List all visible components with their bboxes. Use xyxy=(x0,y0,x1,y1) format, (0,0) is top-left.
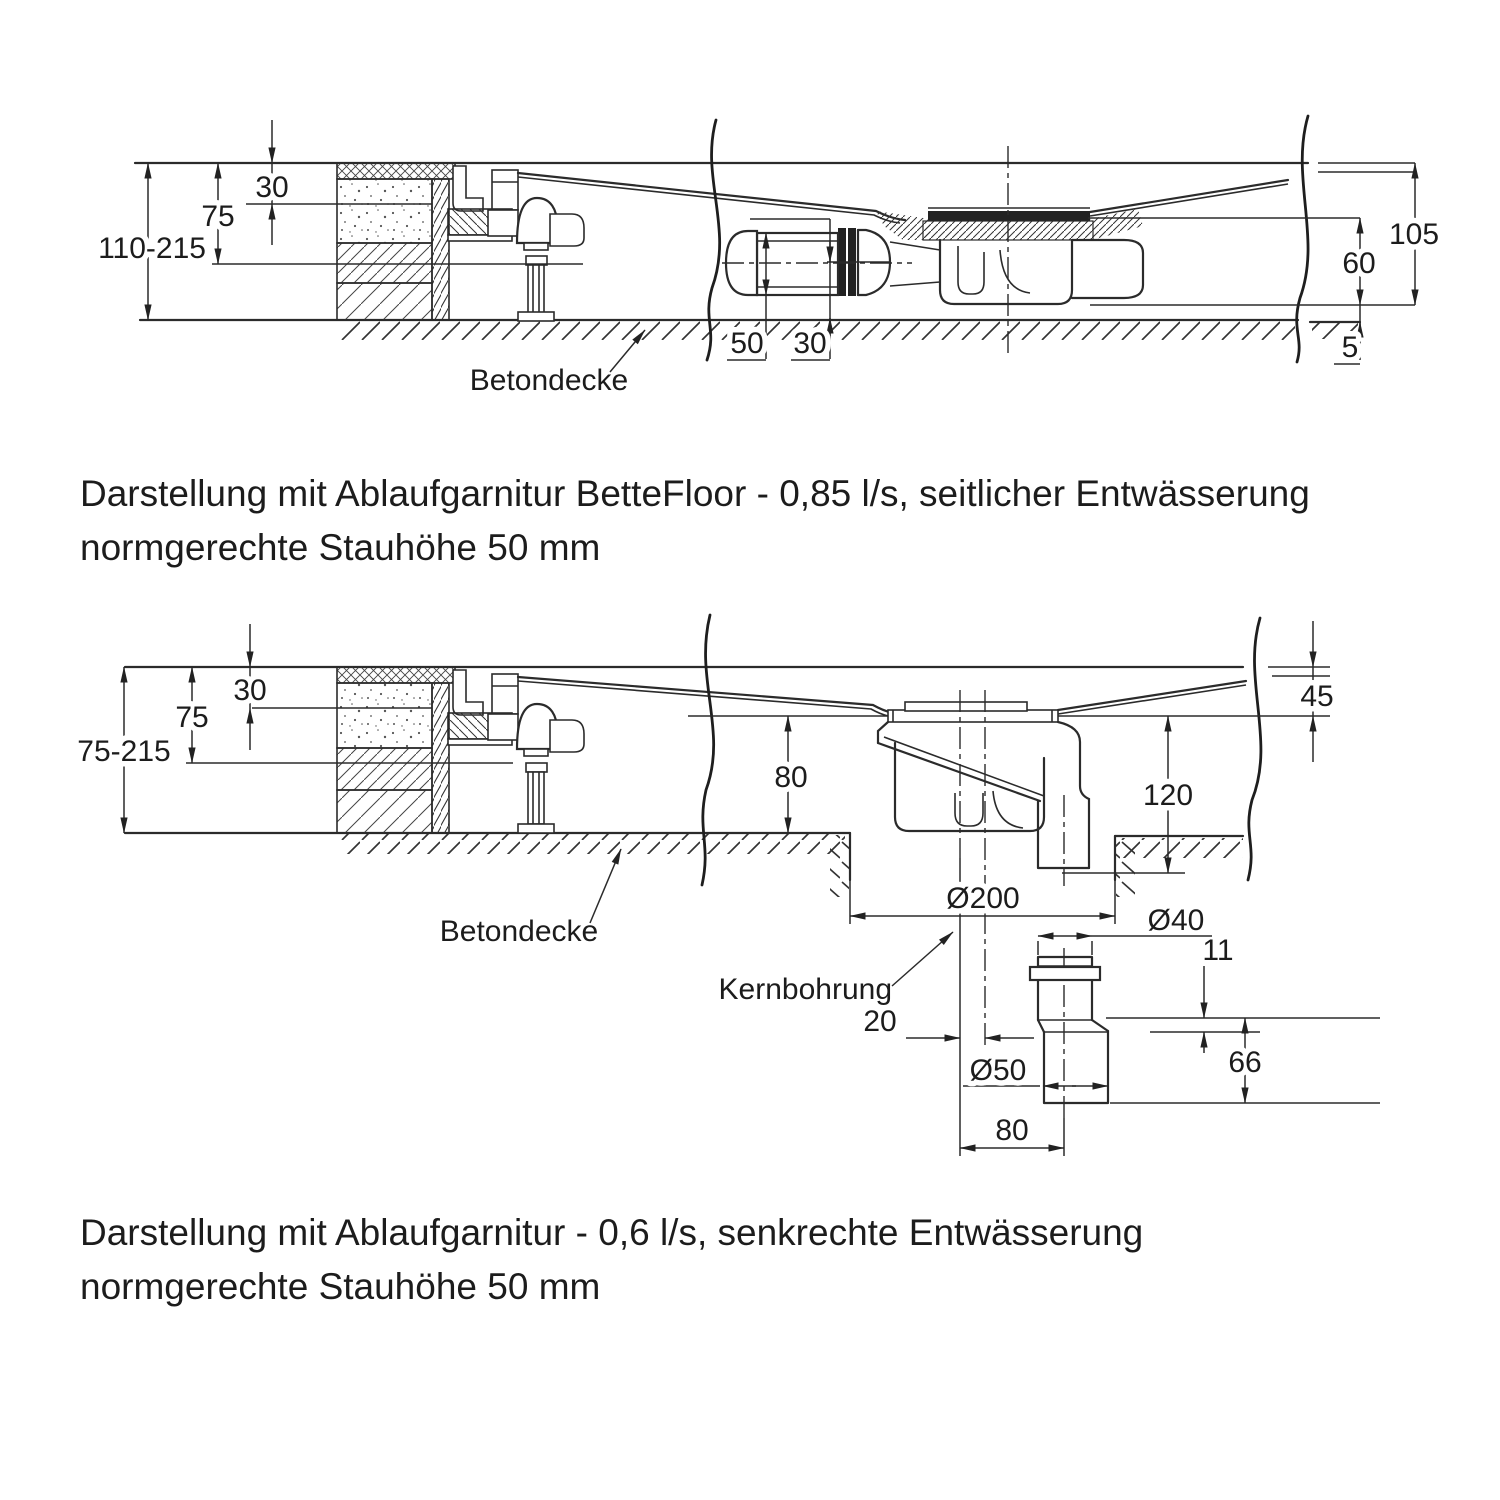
dim-edge-height: 105 xyxy=(1388,218,1440,251)
ground-hatch xyxy=(340,834,845,854)
dim-pipe-diameter: 50 xyxy=(730,327,764,360)
drain-body-right xyxy=(1058,722,1089,868)
drain-bowl xyxy=(940,240,1072,304)
mortar-layer-2 xyxy=(337,283,432,320)
dim-build-height-range: 75-215 xyxy=(77,735,171,768)
outlet-pipe xyxy=(757,233,838,295)
drain-cover-plate xyxy=(928,211,1090,221)
tile-layer xyxy=(337,667,455,683)
dim-shoulder-height: 11 xyxy=(1202,934,1234,967)
foot-threaded-rod xyxy=(528,772,544,824)
break-line xyxy=(1297,116,1308,362)
dim-axis-distance: 80 xyxy=(995,1114,1029,1147)
screed-layer xyxy=(337,179,432,243)
side-outlet-drain xyxy=(722,208,1143,304)
dim-tile-height: 30 xyxy=(233,674,267,707)
mortar-wedge-right xyxy=(1090,209,1143,240)
dim-pipe-axis-offset: 30 xyxy=(793,327,827,360)
rim-channel-profile xyxy=(453,670,483,715)
top-caption-line1: Darstellung mit Ablaufgarnitur BetteFloor - 0,85 l/s, seitlicher Entwässerung xyxy=(80,473,1310,514)
foot-threaded-rod xyxy=(528,265,544,313)
foot-base-plate xyxy=(518,312,554,321)
mortar-layer-1 xyxy=(337,243,432,283)
top-caption-line2: normgerechte Stauhöhe 50 mm xyxy=(80,527,601,568)
pipe-collar xyxy=(1030,967,1100,980)
dim-edge-height: 45 xyxy=(1300,680,1334,713)
dim-axis-offset: 20 xyxy=(863,1005,897,1038)
tray-sheet-right xyxy=(1090,180,1288,212)
bottom-dimensions xyxy=(77,621,1380,1148)
dim-outlet-diameter: Ø50 xyxy=(969,1054,1027,1087)
bottom-caption xyxy=(80,1206,1440,1314)
rim-channel-profile xyxy=(453,166,483,211)
top-diagram xyxy=(98,116,1439,397)
wall-board xyxy=(432,179,449,320)
funnel-slope xyxy=(878,743,1040,801)
dim-drain-body-height: 60 xyxy=(1342,247,1376,280)
vertical-outlet-drain xyxy=(878,702,1089,868)
screed-layer xyxy=(337,683,432,748)
label-concrete-slab: Betondecke xyxy=(439,915,599,948)
tray-sheet-top xyxy=(518,173,905,220)
tray-rim-and-foot xyxy=(448,670,584,833)
dim-core-hole-diameter: Ø200 xyxy=(946,882,1020,915)
dim-drain-depth: 80 xyxy=(774,761,808,794)
wall-board xyxy=(432,683,449,833)
dim-tile-height: 30 xyxy=(255,171,289,204)
tile-layer xyxy=(337,163,455,179)
reducer-body xyxy=(1044,1031,1108,1103)
dim-clearance: 5 xyxy=(1341,331,1359,364)
dim-inlet-diameter: Ø40 xyxy=(1147,904,1205,937)
dim-screed-height: 75 xyxy=(175,701,209,734)
label-core-hole: Kernbohrung xyxy=(718,973,892,1006)
bottom-caption-line2: normgerechte Stauhöhe 50 mm xyxy=(80,1266,601,1307)
dim-build-height-range: 110-215 xyxy=(98,232,206,265)
floor-buildup-layers xyxy=(252,667,455,833)
mortar-wedge-left xyxy=(876,211,930,240)
mortar-layer-1 xyxy=(337,748,432,790)
top-caption xyxy=(80,467,1440,575)
bottom-diagram xyxy=(77,615,1380,1156)
dim-recess-depth: 120 xyxy=(1142,779,1194,812)
break-line xyxy=(1248,618,1261,880)
tray-sheet-right xyxy=(1058,681,1246,710)
bottom-caption-line1: Darstellung mit Ablaufgarnitur - 0,6 l/s, senkrechte Entwässerung xyxy=(80,1212,1144,1253)
dim-reducer-height: 66 xyxy=(1228,1046,1262,1079)
drain-body-right xyxy=(1072,240,1143,298)
label-concrete-slab: Betondecke xyxy=(469,364,629,397)
mortar-layer-2 xyxy=(337,790,432,833)
dim-screed-height: 75 xyxy=(201,200,235,233)
drain-cover-plate xyxy=(905,702,1027,711)
foot-base-plate xyxy=(518,824,554,833)
tray-rim-and-foot xyxy=(448,166,584,321)
reducer-pipe xyxy=(1030,957,1108,1103)
